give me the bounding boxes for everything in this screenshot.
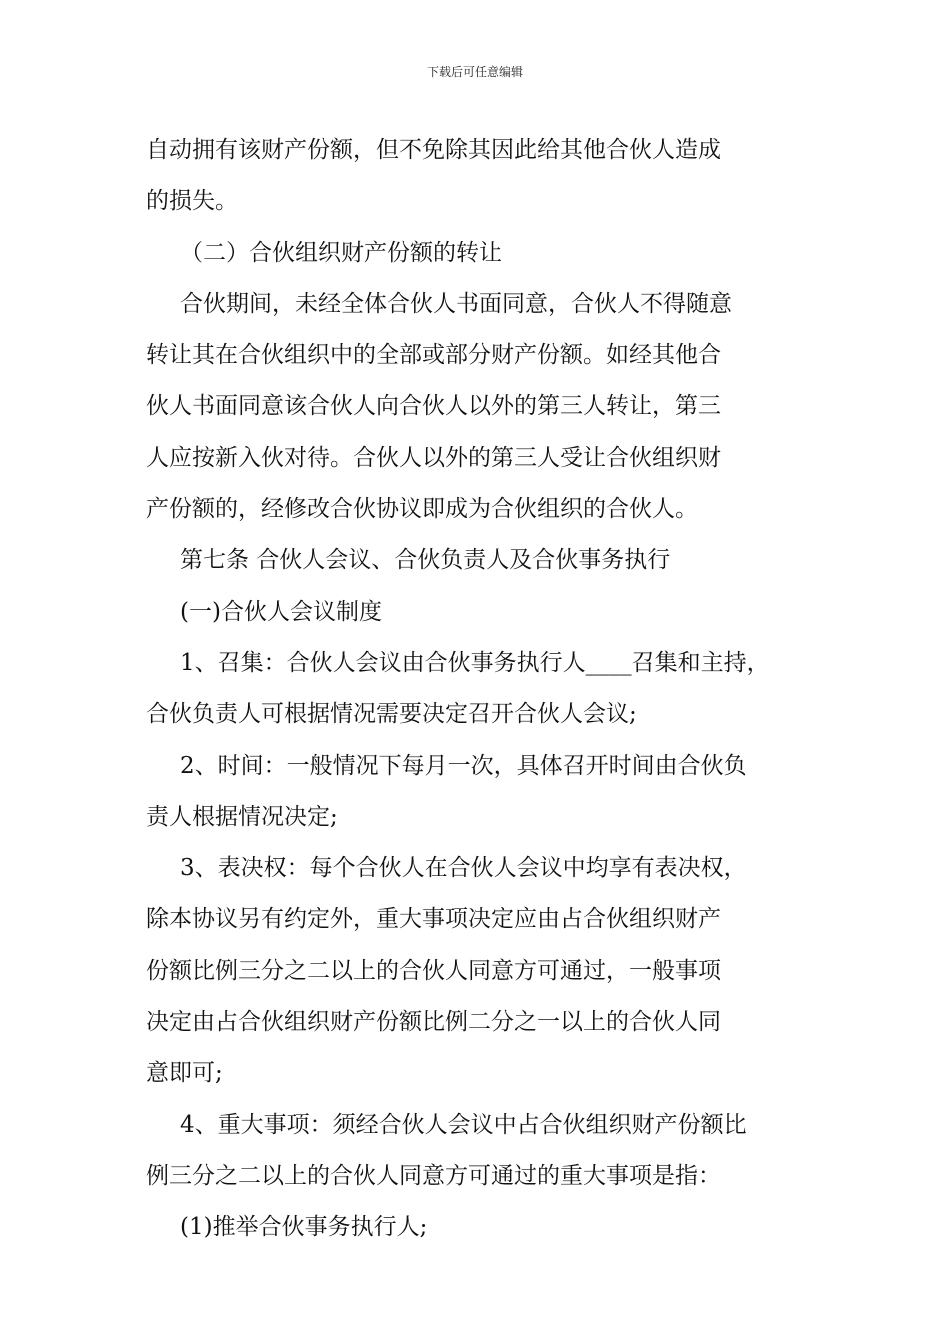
text-line: 2、时间：一般情况下每月一次，具体召开时间由合伙负 [180,752,747,779]
document-body [146,125,826,1254]
section-heading: (一)合伙人会议制度 [180,598,382,625]
text-line: 决定由占合伙组织财产份额比例二分之一以上的合伙人同 [146,1009,721,1036]
text-line: 例三分之二以上的合伙人同意方可通过的重大事项是指： [146,1162,721,1189]
text-line: 转让其在合伙组织中的全部或部分财产份额。如经其他合 [146,342,721,369]
list-item: (1)推举合伙事务执行人; [180,1214,428,1241]
text-line: 4、重大事项：须经合伙人会议中占合伙组织财产份额比 [180,1111,747,1138]
text-line: 合伙负责人可根据情况需要决定召开合伙人会议; [146,701,637,728]
text-line: 伙人书面同意该合伙人向合伙人以外的第三人转让，第三 [146,393,721,420]
text-line: 合伙期间，未经全体合伙人书面同意，合伙人不得随意 [180,290,732,317]
text-line: 份额比例三分之二以上的合伙人同意方可通过，一般事项 [146,957,721,984]
text-line: 1、召集：合伙人会议由合伙事务执行人____召集和主持， [180,649,770,676]
text-line: 产份额的，经修改合伙协议即成为合伙组织的合伙人。 [146,496,698,523]
page-header-note: 下载后可任意编辑 [426,65,523,79]
text-line: 人应按新入伙对待。合伙人以外的第三人受让合伙组织财 [146,444,721,471]
section-heading: （二）合伙组织财产份额的转让 [180,239,502,266]
text-line: 除本协议另有约定外，重大事项决定应由占合伙组织财产 [146,906,721,933]
text-line: 自动拥有该财产份额，但不免除其因此给其他合伙人造成 [146,137,721,163]
text-line: 意即可; [146,1060,223,1087]
text-line: 责人根据情况决定; [146,803,338,830]
text-line: 的损失。 [146,188,238,215]
text-line: 3、表决权：每个合伙人在合伙人会议中均享有表决权， [180,855,747,882]
article-heading: 第七条 合伙人会议、合伙负责人及合伙事务执行 [180,547,671,574]
